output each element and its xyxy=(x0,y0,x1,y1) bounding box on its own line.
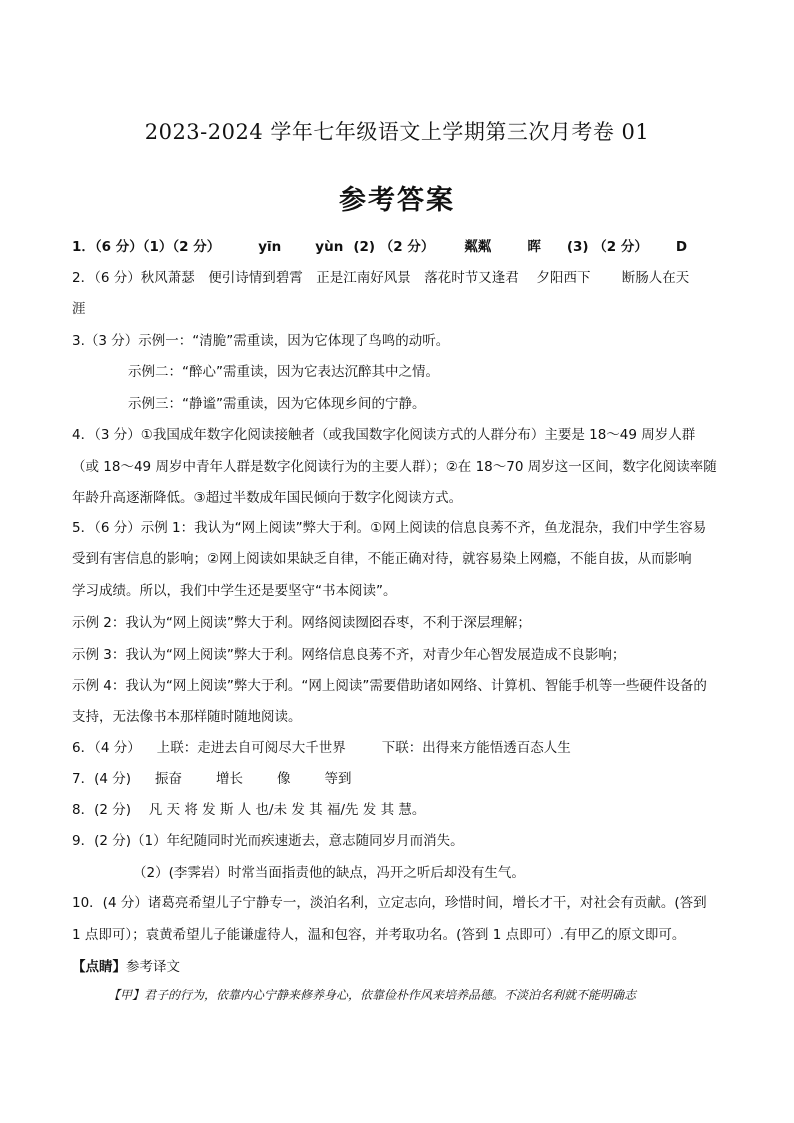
answer-6-upper-couplet: 上联：走进去自可阅尽大千世界 xyxy=(156,740,346,756)
answer-3-line-3: 示例三：“静谧”需重读，因为它体现乡间的宁静。 xyxy=(128,396,426,412)
translation-text: 【甲】君子的行为，依靠内心宁静来修养身心，依靠俭朴作风来培养品德。不淡泊名利就不能明确志 xyxy=(108,988,637,1002)
answer-1-word-2: 晖 xyxy=(527,239,541,255)
answer-1-part-3: (3) （2 分） xyxy=(566,239,648,255)
answer-2-line-1: 2．（6 分）秋风萧瑟 便引诗情到碧霄 正是江南好风景 落花时节又逢君 夕阳西下 断肠人在天 xyxy=(72,270,690,286)
note-heading xyxy=(72,958,180,976)
answer-1 xyxy=(72,238,687,256)
answer-8: 8．(2 分) 凡 天 将 发 斯 人 也/未 发 其 福/先 发 其 慧。 xyxy=(72,802,426,818)
answer-1-pinyin-2: yùn xyxy=(315,239,344,255)
answer-5-line-7: 支持，无法像书本那样随时随地阅读。 xyxy=(72,709,302,725)
answer-6-prefix: 6．（4 分） xyxy=(72,740,141,756)
answer-1-word-1: 粼粼 xyxy=(464,239,492,255)
answer-9-line-2: （2）(李霁岩）时常当面指责他的缺点，冯开之听后却没有生气。 xyxy=(133,865,525,881)
answer-5-line-1: 5．（6 分）示例 1：我认为“网上阅读”弊大于利。①网上阅读的信息良莠不齐，鱼龙混杂，我们中学生容易 xyxy=(72,520,707,536)
answer-4-line-1: 4．（3 分）①我国成年数字化阅读接触者（或我国数字化阅读方式的人群分布）主要是 18～49 周岁人群 xyxy=(72,427,696,443)
answer-6 xyxy=(72,739,571,757)
answer-7-prefix: 7．(4 分) xyxy=(72,771,132,787)
answer-4-line-2: （或 18～49 周岁中青年人群是数字化阅读行为的主要人群）；②在 18～70 周岁这一区间，数字化阅读率随 xyxy=(72,459,717,475)
note-label: 【点睛】 xyxy=(72,959,126,975)
answer-5-line-6: 示例 4：我认为“网上阅读”弊大于利。“网上阅读”需要借助诸如网络、计算机、智能手机等一些硬件设备的 xyxy=(72,678,707,694)
answer-1-part-2: (2) （2 分） xyxy=(353,239,435,255)
answer-3-line-2: 示例二：“醉心”需重读，因为它表达沉醉其中之情。 xyxy=(128,364,439,380)
answer-5-line-5: 示例 3：我认为“网上阅读”弊大于利。网络信息良莠不齐，对青少年心智发展造成不良影响； xyxy=(72,647,626,663)
answer-5-line-3: 学习成绩。所以，我们中学生还是要坚守“书本阅读”。 xyxy=(72,583,397,599)
answer-7-word-3: 像 xyxy=(277,771,291,787)
answer-7 xyxy=(72,770,352,788)
answer-10-line-2: 1 点即可）；袁黄希望儿子能谦虚待人，温和包容，并考取功名。(答到 1 点即可）.有甲乙的原文即可。 xyxy=(72,927,686,943)
answer-6-lower-couplet: 下联：出得来方能悟透百态人生 xyxy=(381,740,571,756)
page-subtitle: 参考答案 xyxy=(339,185,455,216)
answer-9-line-1: 9．(2 分)（1）年纪随同时光而疾速逝去，意志随同岁月而消失。 xyxy=(72,833,464,849)
answer-7-word-4: 等到 xyxy=(324,771,352,787)
page-title: 2023-2024 学年七年级语文上学期第三次月考卷 01 xyxy=(144,120,650,144)
answer-10-line-1: 10．(4 分）诸葛亮希望儿子宁静专一，淡泊名利，立定志向，珍惜时间，增长才干，对社会有贡献。(答到 xyxy=(72,895,707,911)
answer-7-word-2: 增长 xyxy=(216,771,244,787)
answer-5-line-2: 受到有害信息的影响；②网上阅读如果缺乏自律，不能正确对待，就容易染上网瘾，不能自拔，从而影响 xyxy=(72,551,692,567)
answer-3-line-1: 3.（3 分）示例一：“清脆”需重读，因为它体现了鸟鸣的动听。 xyxy=(72,333,450,349)
answer-7-word-1: 振奋 xyxy=(155,771,183,787)
answer-2-line-2: 涯 xyxy=(72,301,86,317)
answer-1-choice: D xyxy=(675,239,688,255)
answer-1-pinyin-1: yīn xyxy=(258,239,282,255)
answer-5-line-4: 示例 2：我认为“网上阅读”弊大于利。网络阅读囫囵吞枣，不利于深层理解； xyxy=(72,615,531,631)
note-text: 参考译文 xyxy=(126,959,180,975)
answer-4-line-3: 年龄升高逐渐降低。③超过半数成年国民倾向于数字化阅读方式。 xyxy=(72,490,463,506)
answer-1-prefix: 1．（6 分）（1）（2 分） xyxy=(72,239,221,255)
